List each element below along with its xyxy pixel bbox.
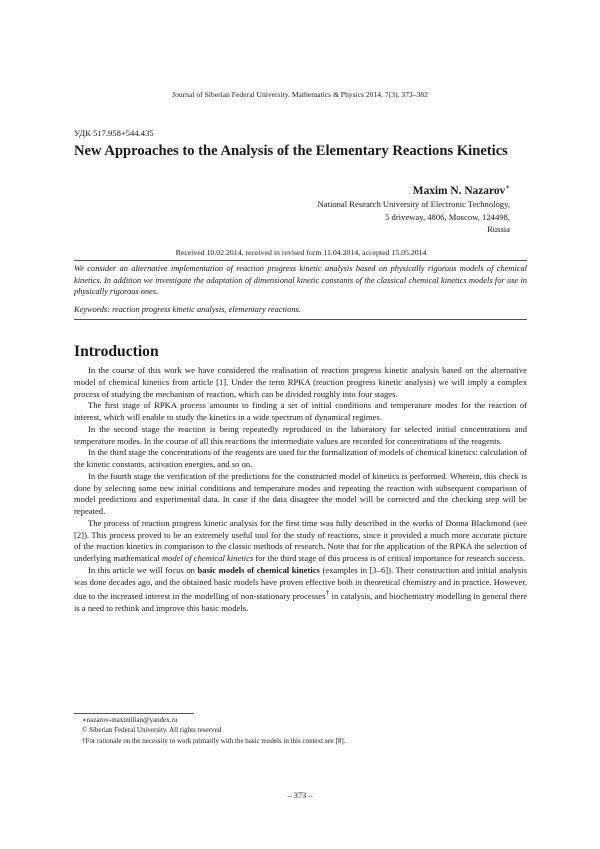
footnotes [74, 715, 527, 746]
paragraph: In the fourth stage the verification of the predictions for the constructed model of kinetics is performed. Wherein, this check is done by selecting some new initial conditions and temperature modes and repeating the reaction with subsequent comparison of model predictions and experimental data. In case if the data disagree the model will be corrected and the checking step will be repeated. [74, 470, 527, 516]
abstract-top-rule [74, 260, 527, 261]
paragraph-text: The process of reaction progress kinetic analysis for the first time was fully described in the works of Donna Blackmond (see [2]). This process proved to be an extremely useful tool for the study of reactions, since it provided a much more accurate picture of the reaction kinetics in comparison to the classic methods of research. Note that for the application of the RPKA the selection of underlying mathematical [74, 517, 527, 563]
affiliation-line: National Research University of Electronic Technology, [317, 199, 510, 209]
affiliation-line: 5 driveway, 4806, Moscow, 124498, [385, 211, 510, 222]
paragraph: In the third stage the concentrations of the reagents are used for the formalization of models of chemical kinetics: calculation of the kinetic constants, activation energies, and so on. [74, 447, 527, 469]
author-name [413, 183, 510, 197]
paragraph-text: (examples in [3–6]). Their construction and initial analysis was done decades ago, and the obtained basic models have proven effective both in theoretical chemistry and in practice. However, due to the increased interest in the modelling of non-stationary processes [74, 564, 527, 602]
paper-title: New Approaches to the Analysis of the Elementary Reactions Kinetics [74, 143, 508, 159]
author-footnote-mark: ∗ [505, 183, 510, 191]
udc-code: УДК 517.958+544.435 [74, 128, 154, 138]
author-name-text: Maxim N. Nazarov [412, 184, 506, 197]
paragraph [74, 518, 527, 565]
footnote-rule [74, 713, 194, 714]
paragraph: The first stage of RPKA process amounts to finding a set of initial conditions and temperature modes for the reaction of interest, which will enable to study the kinetics in a wide spectrum of dynamical regimes. [74, 400, 527, 422]
paragraph-text: for the third stage of this process is of critical importance for research success. [253, 553, 526, 563]
section-heading: Introduction [74, 343, 159, 360]
affiliation-line: Russia [487, 224, 510, 235]
body-text [74, 365, 527, 615]
paragraph [74, 565, 527, 615]
paragraph: In the course of this work we have considered the realisation of reaction progress kinetic analysis based on the alternative model of chemical kinetics from article [1]. Under the term RPKA (reaction progress kinetic analysis) we will imply a complex process of studying the mechanism of reaction, which can be divided roughly into four stages. [74, 365, 527, 399]
paragraph-text: in catalysis, and biochemistry modelling in general there is a need to rethink and improve this basic models. [74, 591, 528, 613]
keywords: Keywords: reaction progress kinetic analysis, elementary reactions. [74, 305, 301, 314]
footnote-rationale: †For rationale on the necessity to work primarily with the basic models in this context see [8]. [82, 736, 346, 745]
bold-term: basic models of chemical kinetics [197, 564, 320, 575]
abstract: We consider an alternative implementation of reaction progress kinetic analysis based on physically rigorous models of chemical kinetics. In addition we investigate the adaptation of dimensional kinetic constants of the classical chemical kinetics models for use in physically rigorous ones. [74, 264, 527, 297]
author-affiliation [210, 198, 510, 236]
received-dates: Received 10.02.2014, received in revised form 11.04.2014, accepted 15.05.2014 [175, 248, 427, 257]
footnote-copyright: © Siberian Federal University. All rights reserved [82, 726, 222, 735]
emphasis-text: model of chemical kinetics [161, 553, 254, 563]
footnote-mark: † [325, 589, 330, 598]
footnote-email: ∗nazarov-maximilian@yandex.ru [82, 716, 178, 724]
page-number: – 373 – [287, 791, 313, 800]
paragraph-text: In this article we will focus on [88, 564, 198, 575]
running-head: Journal of Siberian Federal University. Mathematics & Physics 2014, 7(3), 373–382 [172, 90, 428, 99]
abstract-bottom-rule [74, 319, 527, 320]
paragraph: In the second stage the reaction is being repeatedly reproduced in the laboratory for selected initial concentrations and temperature modes. In the course of all this reactions the intermediate values are recorded for concentrations of the reagents. [74, 423, 527, 446]
